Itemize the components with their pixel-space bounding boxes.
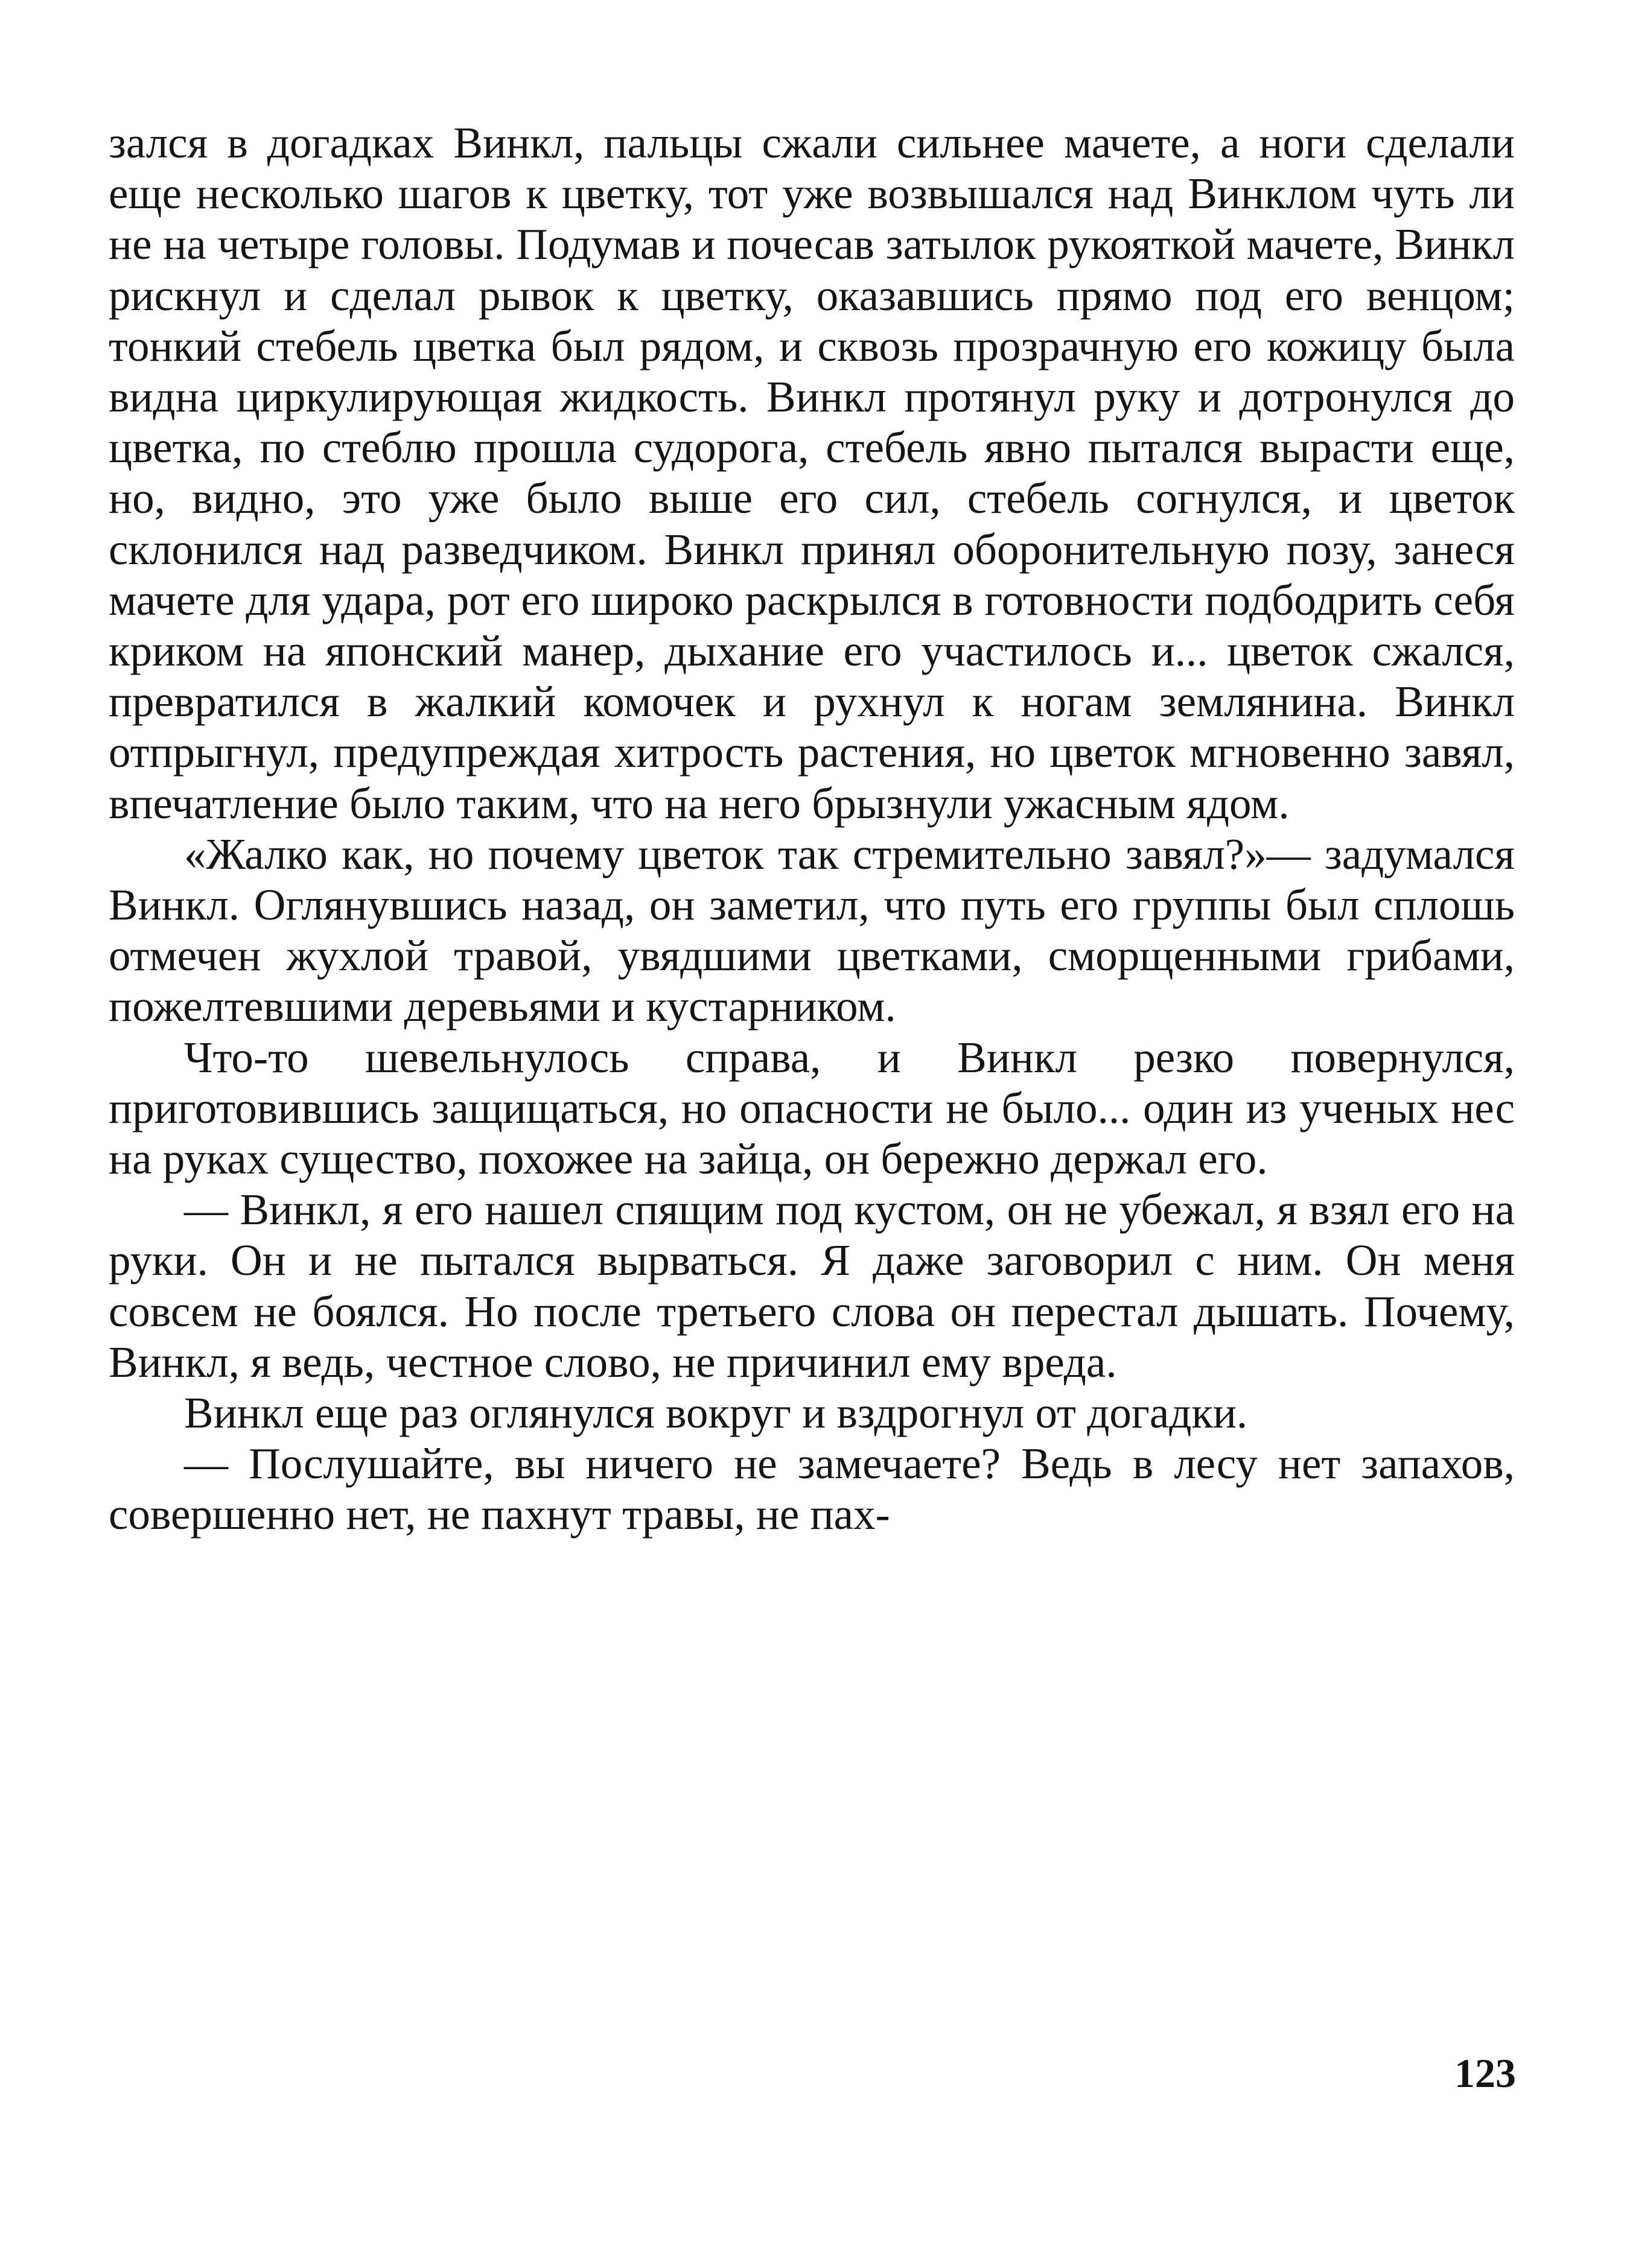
paragraph-3: Что-то шевельнулось справа, и Винкл резко повернулся, приготовившись защищаться, но опасности не было... один из ученых нес на руках существо, похожее на зайца, он бережно держал его. (109, 1032, 1515, 1184)
paragraph-2: «Жалко как, но почему цветок так стремительно завял?»— задумался Винкл. Оглянувшись назад, он заметил, что путь его группы был сплошь отмечен жухлой травой, увядшими цветками, сморщенными грибами, пожелтевшими деревьями и кустарником. (109, 829, 1515, 1031)
page-number: 123 (1454, 2050, 1516, 2096)
paragraph-4: — Винкл, я его нашел спящим под кустом, он не убежал, я взял его на руки. Он и не пытался вырваться. Я даже заговорил с ним. Он меня совсем не боялся. Но после третьего слова он перестал дышать. Почему, Винкл, я ведь, честное слово, не причинил ему вреда. (109, 1185, 1515, 1387)
paragraph-1: зался в догадках Винкл, пальцы сжали сильнее мачете, а ноги сделали еще несколько шагов к цветку, тот уже возвышался над Винклом чуть ли не на четыре головы. Подумав и почесав затылок рукояткой мачете, Винкл рискнул и сделал рывок к цветку, оказавшись прямо под его венцом; тонкий стебель цветка был рядом, и сквозь прозрачную его кожицу была видна циркулирующая жидкость. Винкл протянул руку и дотронулся до цветка, по стеблю прошла судорога, стебель явно пытался вырасти еще, но, видно, это уже было выше его сил, стебель согнулся, и цветок склонился над разведчиком. Винкл принял оборонительную позу, занеся мачете для удара, рот его широко раскрылся в готовности подбодрить себя криком на японский манер, дыхание его участилось и... цветок сжался, превратился в жалкий комочек и рухнул к ногам землянина. Винкл отпрыгнул, предупреждая хитрость растения, но цветок мгновенно завял, впечатление было таким, что на него брызнули ужасным ядом. (109, 118, 1515, 828)
page-body-text (109, 118, 1515, 1540)
paragraph-6: — Послушайте, вы ничего не замечаете? Ведь в лесу нет запахов, совершенно нет, не пахнут травы, не пах- (109, 1439, 1515, 1539)
paragraph-5: Винкл еще раз оглянулся вокруг и вздрогнул от догадки. (184, 1388, 1248, 1438)
